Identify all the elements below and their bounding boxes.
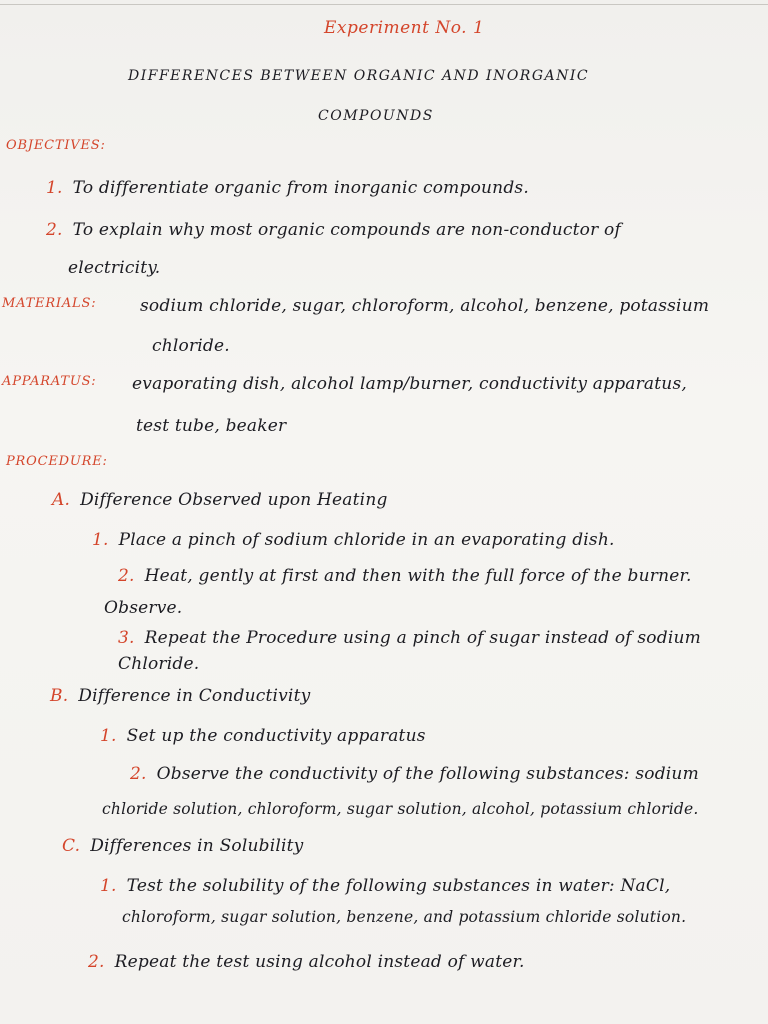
step-b1 [100,726,426,746]
heading-line-1: DIFFERENCES BETWEEN ORGANIC AND INORGANIC [128,68,590,84]
objective-2 [46,220,621,240]
materials-label: MATERIALS: [2,296,97,311]
section-a-marker: A. [52,490,71,510]
step-a3-marker: 3. [118,628,135,648]
step-a3-cont: Chloride. [118,654,200,674]
objective-1 [46,178,529,198]
page-top-edge [0,4,768,5]
section-c-title [62,836,303,856]
step-a1-marker: 1. [92,530,109,550]
step-b1-text: Set up the conductivity apparatus [126,726,426,746]
step-c1-text: Test the solubility of the following substances in water: NaCl, [126,876,671,896]
step-a2-cont: Observe. [104,598,183,618]
step-c2 [88,952,525,972]
step-a2-marker: 2. [118,566,135,586]
step-c1-cont: chloroform, sugar solution, benzene, and potassium chloride solution. [122,908,687,926]
step-a2 [118,566,692,586]
objective-2-text: To explain why most organic compounds are non-conductor of [72,220,621,240]
apparatus-label: APPARATUS: [2,374,97,389]
objectives-label: OBJECTIVES: [6,138,106,153]
step-c2-text: Repeat the test using alcohol instead of water. [114,952,525,972]
step-c1 [100,876,670,896]
heading-line-2: COMPOUNDS [318,108,434,124]
step-a3-text: Repeat the Procedure using a pinch of sugar instead of sodium [144,628,701,648]
experiment-title: Experiment No. 1 [324,18,485,38]
step-c2-marker: 2. [88,952,105,972]
section-c-title-text: Differences in Solubility [90,836,304,856]
step-b1-marker: 1. [100,726,117,746]
step-b2 [130,764,699,784]
section-c-marker: C. [62,836,81,856]
section-b-marker: B. [50,686,69,706]
step-a1-text: Place a pinch of sodium chloride in an evaporating dish. [118,530,615,550]
apparatus-line-2: test tube, beaker [136,416,287,436]
step-b2-marker: 2. [130,764,147,784]
procedure-label: PROCEDURE: [6,454,108,469]
section-a-title-text: Difference Observed upon Heating [80,490,388,510]
objective-2-cont: electricity. [68,258,161,278]
materials-line-2: chloride. [152,336,230,356]
section-b-title [50,686,310,706]
step-a3 [118,628,701,648]
step-b2-cont: chloride solution, chloroform, sugar solution, alcohol, potassium chloride. [102,800,699,818]
step-a1 [92,530,615,550]
step-a2-text: Heat, gently at first and then with the full force of the burner. [144,566,692,586]
objective-1-text: To differentiate organic from inorganic compounds. [72,178,529,198]
objective-2-marker: 2. [46,220,63,240]
section-a-title [52,490,388,510]
apparatus-line-1: evaporating dish, alcohol lamp/burner, conductivity apparatus, [132,374,687,394]
step-b2-text: Observe the conductivity of the following substances: sodium [156,764,699,784]
materials-line-1: sodium chloride, sugar, chloroform, alcohol, benzene, potassium [140,296,710,316]
objective-1-marker: 1. [46,178,63,198]
section-b-title-text: Difference in Conductivity [78,686,311,706]
step-c1-marker: 1. [100,876,117,896]
